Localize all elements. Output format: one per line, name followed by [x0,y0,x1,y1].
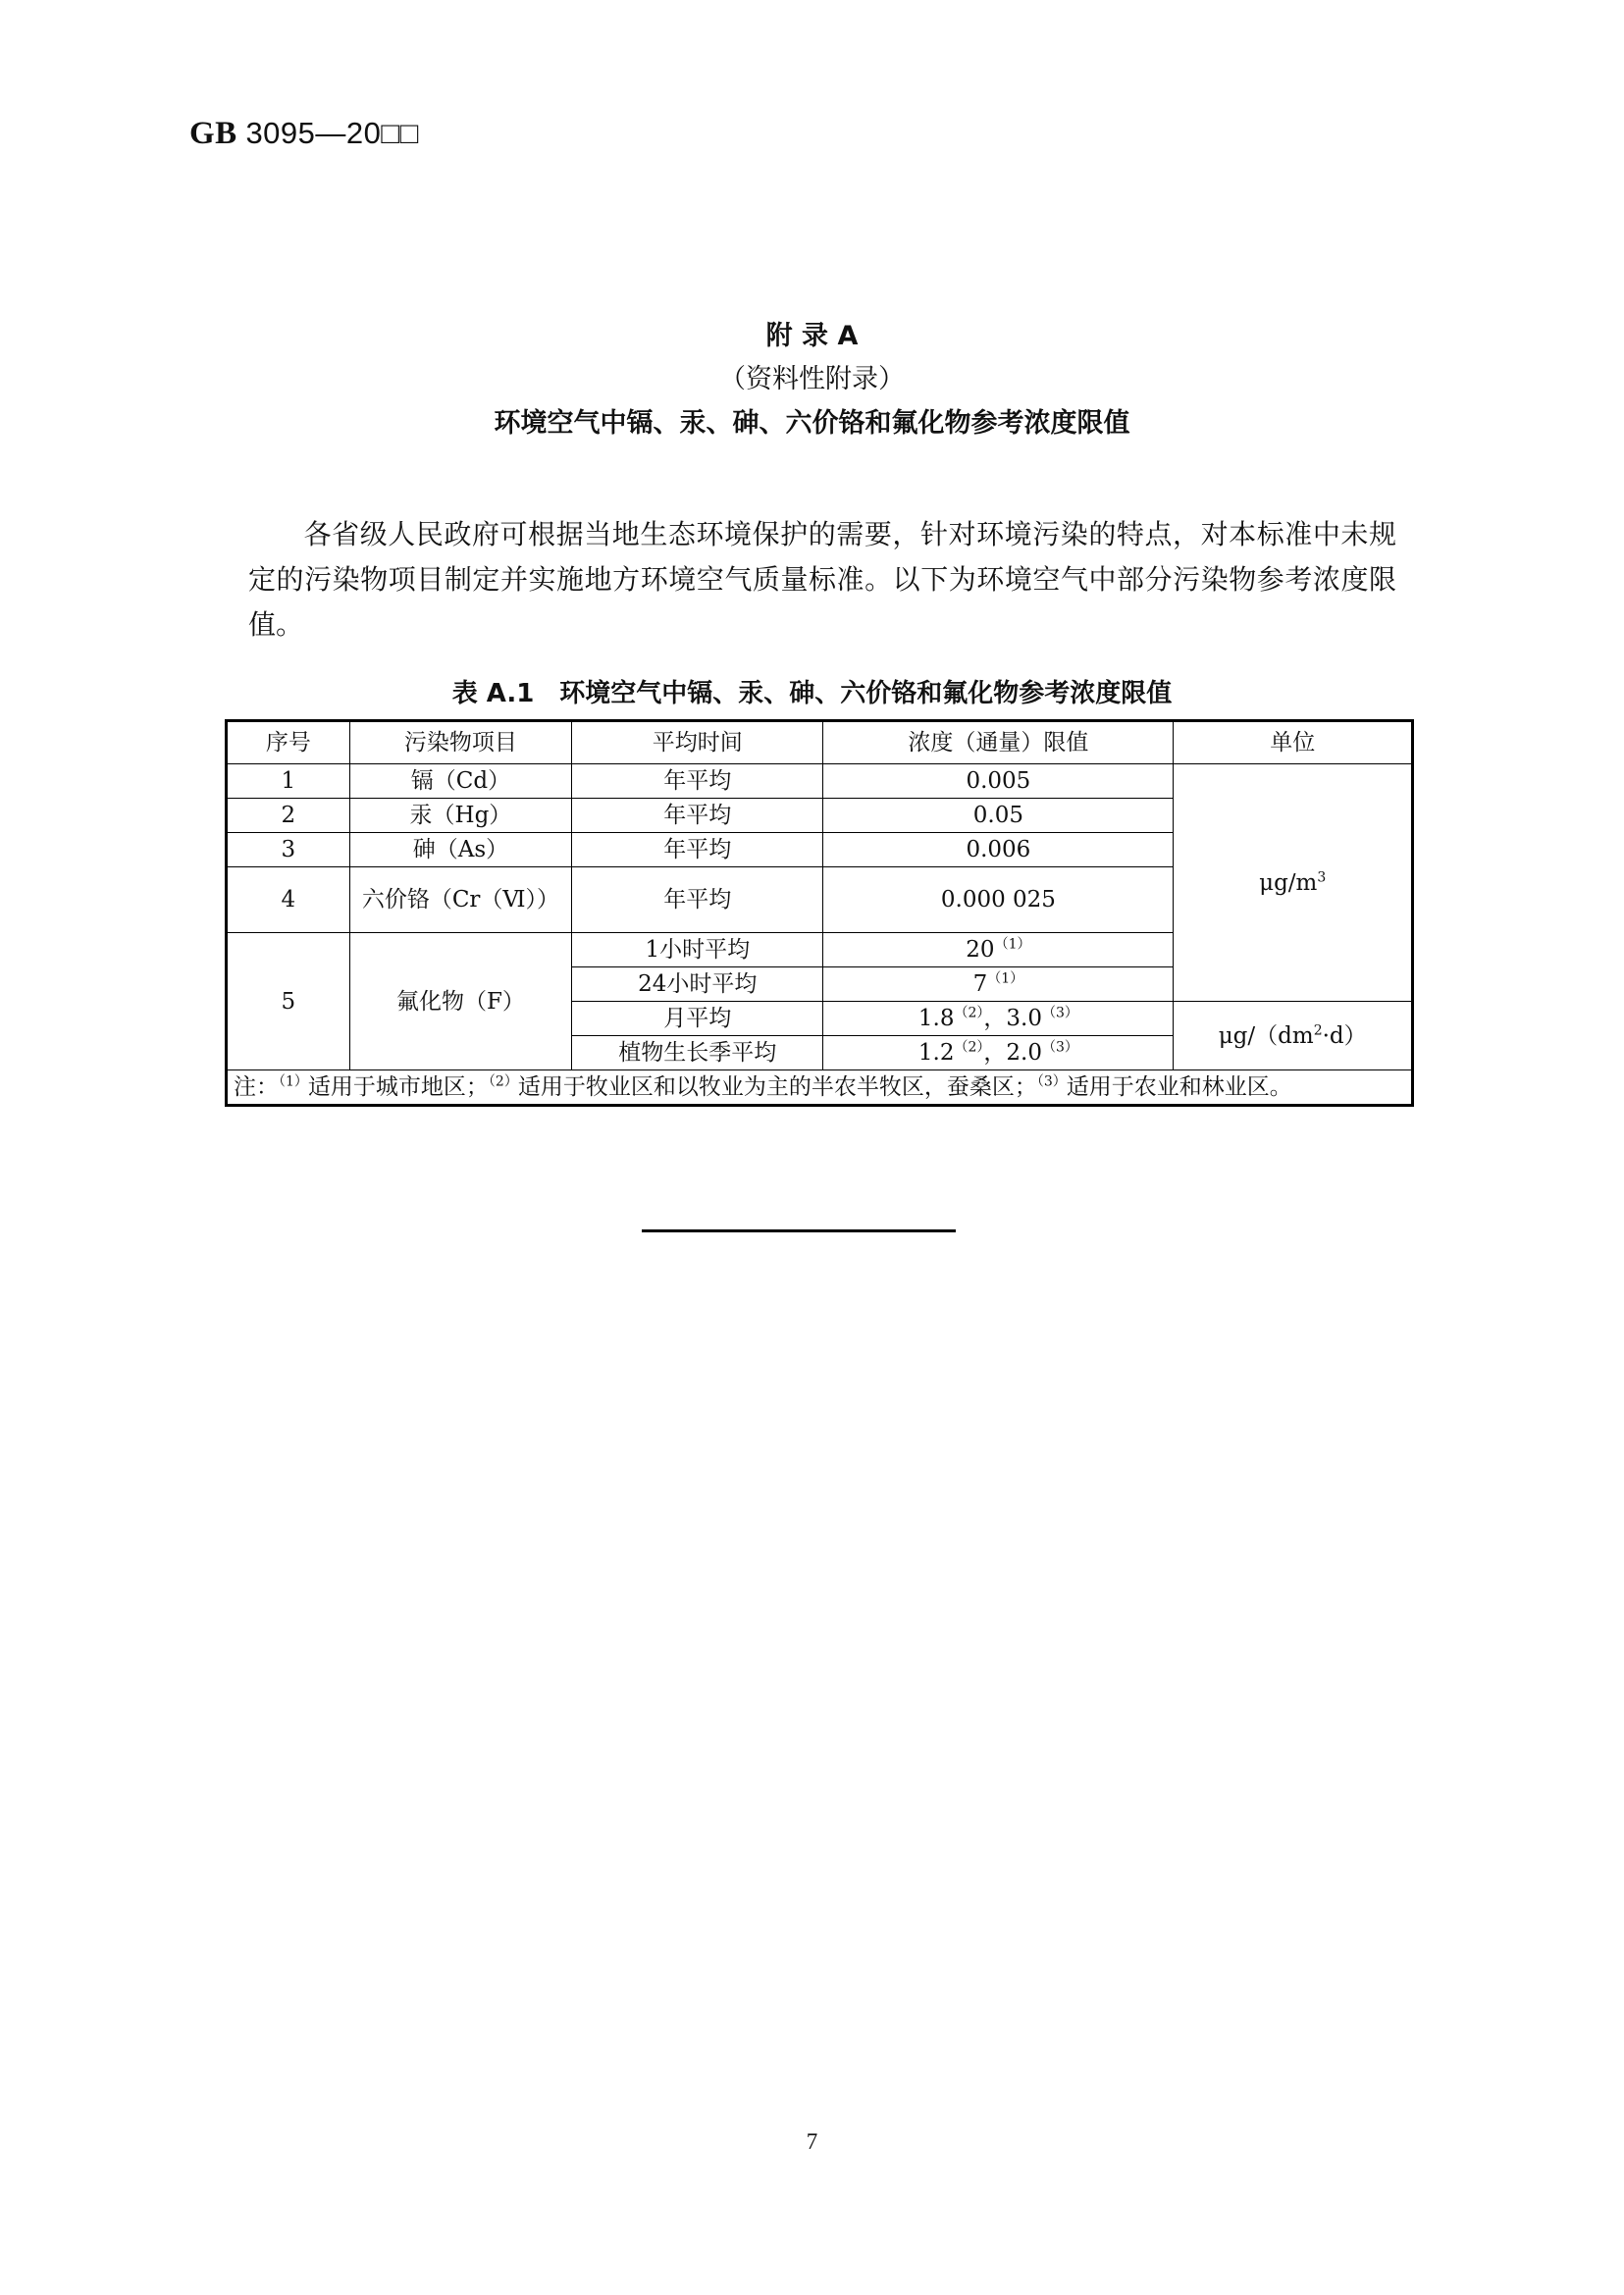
page-number: 7 [806,2129,818,2154]
footnote-text: 适用于牧业区和以牧业为主的半农半牧区，蚕桑区； [517,1074,1037,1100]
footnote-ref: （1） [987,970,1024,987]
standard-number [189,116,419,152]
limit-value-number: 1.2 [917,1040,955,1066]
footnote-ref: （2） [954,1039,984,1056]
averaging-period: 年平均 [572,799,823,833]
footnote-ref: （3） [1041,1039,1078,1056]
unit-cell [1174,764,1413,1002]
table-footnote-row [227,1070,1413,1106]
limit-value [823,933,1174,967]
limit-value [823,967,1174,1002]
pollutant-item: 砷（As） [349,833,572,867]
unit-superscript: 2 [1313,1021,1323,1038]
footnote-ref: （3） [1041,1005,1078,1021]
pollutant-item: 氟化物（F） [349,933,572,1070]
limit-value-number: 7 [972,971,988,997]
table-row [227,764,1413,799]
averaging-period: 年平均 [572,867,823,933]
unit-superscript: 3 [1317,868,1327,885]
pollutant-item: 六价铬（Cr（Ⅵ）） [349,867,572,933]
footnote-marker: （3） [1036,1073,1067,1090]
standard-code: 3095—20□□ [245,116,419,150]
limit-value-number: 3.0 [1006,1006,1042,1031]
row-number: 4 [227,867,350,933]
header-cell: 单位 [1174,721,1413,764]
limit-value: 0.000 025 [823,867,1174,933]
header-cell: 浓度（通量）限值 [823,721,1174,764]
averaging-period: 1小时平均 [572,933,823,967]
row-number: 2 [227,799,350,833]
footnote-marker: （1） [279,1073,308,1090]
unit-text: μg/（dm [1218,1022,1314,1049]
table-header-row [227,721,1413,764]
limit-value-number: 2.0 [1006,1040,1042,1066]
footnote-text: 适用于城市地区； [307,1074,489,1100]
end-of-document-rule [642,1229,956,1232]
unit-text: ·d） [1322,1022,1367,1049]
footnote-lead: 注： [234,1074,279,1100]
pollutant-item: 汞（Hg） [349,799,572,833]
table-caption: 表 A.1 环境空气中镉、汞、砷、六价铬和氟化物参考浓度限值 [451,679,1173,708]
footnote-ref: （1） [994,936,1031,953]
averaging-period: 年平均 [572,764,823,799]
header-cell: 序号 [227,721,350,764]
header-cell: 污染物项目 [349,721,572,764]
appendix-type: （资料性附录） [719,364,905,394]
limit-value [823,1036,1174,1070]
row-number: 5 [227,933,350,1070]
averaging-period: 植物生长季平均 [572,1036,823,1070]
limit-value: 0.05 [823,799,1174,833]
value-separator: ， [983,1040,1007,1066]
limit-value: 0.006 [823,833,1174,867]
appendix-subtitle: 环境空气中镉、汞、砷、六价铬和氟化物参考浓度限值 [494,408,1130,439]
limit-value [823,1002,1174,1036]
appendix-title: 附 录 A [765,321,859,351]
row-number: 3 [227,833,350,867]
averaging-period: 月平均 [572,1002,823,1036]
table-footnote [227,1070,1413,1106]
footnote-marker: （2） [488,1073,518,1090]
limit-value-number: 1.8 [917,1006,955,1031]
row-number: 1 [227,764,350,799]
value-separator: ， [983,1006,1007,1031]
footnote-text: 适用于农业和林业区。 [1066,1074,1292,1100]
limit-value-number: 20 [966,937,995,963]
concentration-limit-table [225,719,1414,1107]
unit-text: μg/m [1259,869,1318,896]
standard-prefix: GB [189,116,237,151]
body-paragraph-text: 各省级人民政府可根据当地生态环境保护的需要，针对环境污染的特点，对本标准中未规定的污染物项目制定并实施地方环境空气质量标准。以下为环境空气中部分污染物参考浓度限值。 [248,518,1396,641]
footnote-ref: （2） [954,1005,984,1021]
averaging-period: 年平均 [572,833,823,867]
pollutant-item: 镉（Cd） [349,764,572,799]
body-paragraph [248,512,1396,648]
unit-cell [1174,1002,1413,1070]
limit-value: 0.005 [823,764,1174,799]
averaging-period: 24小时平均 [572,967,823,1002]
header-cell: 平均时间 [572,721,823,764]
